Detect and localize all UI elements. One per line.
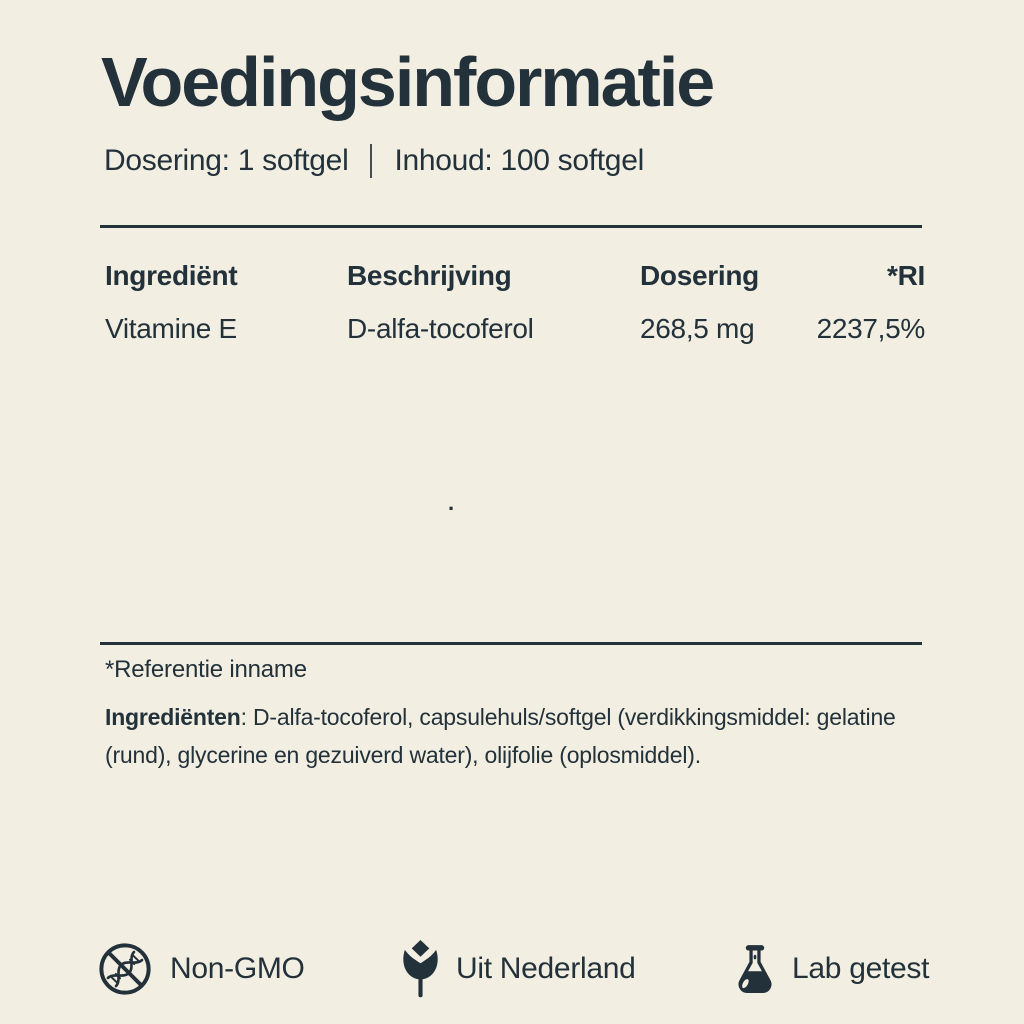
badge-lab-getest <box>735 936 929 1002</box>
col-header-ri: *RI <box>887 260 925 291</box>
non-gmo-icon <box>97 941 153 997</box>
tulip-icon <box>402 940 439 998</box>
cell-ingredient-ri: 2237,5% <box>816 313 925 344</box>
cell-ingredient-description: D-alfa-tocoferol <box>347 313 534 344</box>
cell-ingredient-dose: 268,5 mg <box>640 313 755 344</box>
ingredients-text: : D-alfa-tocoferol, capsulehuls/softgel (verdikkingsmiddel: gelatine (rund), glycerine en gezuiverd water), olijfolie (oplosmiddel). <box>105 704 896 768</box>
cell-ingredient-name: Vitamine E <box>105 313 237 344</box>
subtitle-divider <box>370 144 372 178</box>
dose-subtitle <box>104 144 644 178</box>
badge-uit-nederland <box>402 936 636 1002</box>
placeholder-dot: . <box>448 490 455 515</box>
dose-label: Dosering: 1 softgel <box>104 144 349 177</box>
badge-label: Uit Nederland <box>456 952 636 985</box>
reference-intake-note: *Referentie inname <box>105 656 307 683</box>
badge-label: Lab getest <box>792 952 930 985</box>
top-divider-rule <box>100 225 922 228</box>
col-header-ingredient: Ingrediënt <box>105 260 238 291</box>
flask-icon <box>735 945 775 993</box>
ingredients-paragraph <box>105 698 935 774</box>
page-title: Voedingsinformatie <box>101 43 714 121</box>
ingredients-label: Ingrediënten <box>105 704 241 730</box>
col-header-description: Beschrijving <box>347 260 512 291</box>
contents-label: Inhoud: 100 softgel <box>394 144 644 177</box>
ingredient-table <box>105 260 925 345</box>
badge-label: Non-GMO <box>170 952 305 985</box>
bottom-divider-rule <box>100 642 922 645</box>
col-header-dose: Dosering <box>640 260 759 291</box>
badge-non-gmo <box>97 936 305 1002</box>
